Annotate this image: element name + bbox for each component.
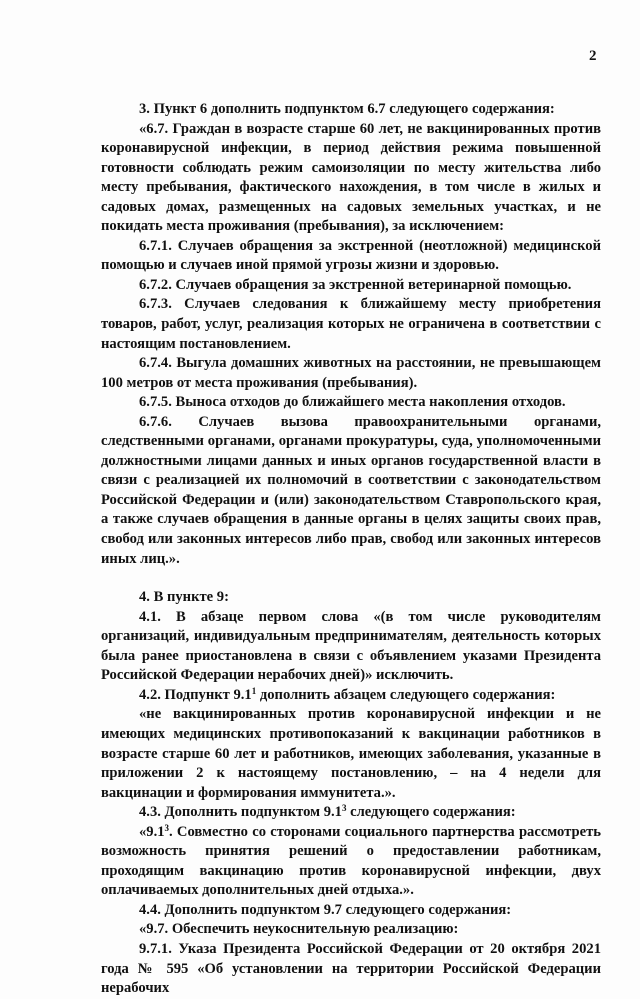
paragraph-4-1: 4.1. В абзаце первом слова «(в том числе руководителям организаций, индивидуальным предпринимателям, деятельность которых была ранее приостановлена в связи с объявлением указами Президента Российской Федерации нерабочих дней)» исключить. — [101, 608, 601, 684]
paragraph-6-7-6: 6.7.6. Случаев вызова правоохранительными органами, следственными органами, органами прокуратуры, суда, уполномоченными должностными лицами данных и иных органов государственной власти в связи с реализацией их полномочий в соответствии с законодательством Российской Федерации и (или) законодательством Ставропольского края, а также случаев обращения в данные органы в целях защиты своих прав, свобод или законных интересов либо прав, свобод или законных интересов иных лиц.». — [101, 413, 601, 567]
paragraph-4-4: 4.4. Дополнить подпунктом 9.7 следующего содержания: — [139, 901, 512, 918]
paragraph-4-3-text-b: следующего содержания: — [346, 804, 516, 821]
paragraph-6-7-5: 6.7.5. Выноса отходов до ближайшего места накопления отходов. — [139, 394, 566, 411]
superscript: 1 — [251, 685, 257, 696]
paragraph-4-2 — [101, 686, 601, 706]
paragraph-6-7: «6.7. Граждан в возрасте старше 60 лет, не вакцинированных против коронавирусной инфекции, в период действия режима повышенной готовности соблюдать режим самоизоляции по месту жительства либо месту пребывания, фактического нахождения, в том числе в жилых и садовых домах, размещенных на садовых земельных участках, и не покидать места проживания (пребывания), за исключением: — [101, 120, 601, 235]
paragraph-4-2-text-a: 4.2. Подпункт 9.1 — [139, 686, 252, 703]
paragraph-item-3: 3. Пункт 6 дополнить подпунктом 6.7 следующего содержания: — [139, 101, 555, 117]
paragraph-6-7-4: 6.7.4. Выгула домашних животных на расстоянии, не превышающем 100 метров от места проживания (пребывания). — [101, 355, 601, 391]
paragraph-4-2-quote: «не вакцинированных против коронавирусной инфекции и не имеющих медицинских противопоказаний к вакцинации работников в возрасте старше 60 лет и работников, имеющих заболевания, указанные в приложении 2 к настоящему постановлению, – на 4 недели для вакцинации и формирования иммунитета.». — [101, 706, 601, 801]
paragraph-spacer — [101, 569, 601, 588]
paragraph-4-2-text-b: дополнить абзацем следующего содержания: — [256, 686, 556, 703]
paragraph-9-1-3 — [101, 823, 601, 901]
paragraph-6-7-1: 6.7.1. Случаев обращения за экстренной (неотложной) медицинской помощью и случаев иной прямой угрозы жизни и здоровью. — [101, 237, 601, 274]
paragraph-4-3 — [101, 803, 601, 823]
paragraph-9-7-1: 9.7.1. Указа Президента Российской Федерации от 20 октября 2021 года № 595 «Об установлении на территории Российской Федерации нерабочих — [101, 940, 601, 997]
paragraph-9-7: «9.7. Обеспечить неукоснительную реализацию: — [139, 921, 459, 938]
page-number: 2 — [589, 48, 597, 64]
paragraph-4-3-text-a: 4.3. Дополнить подпунктом 9.1 — [139, 804, 342, 821]
paragraph-9-1-3-text-b: . Совместно со сторонами социального партнерства рассмотреть возможность принятия решений о предоставлении работникам, проходящим вакцинацию против коронавирусной инфекции, двух оплачиваемых дополнительных дней отдыха.». — [101, 823, 601, 899]
superscript: 3 — [164, 822, 170, 833]
document-body — [101, 100, 601, 999]
superscript: 3 — [341, 803, 347, 814]
paragraph-6-7-2: 6.7.2. Случаев обращения за экстренной ветеринарной помощью. — [139, 276, 572, 293]
paragraph-item-4: 4. В пункте 9: — [139, 589, 229, 606]
paragraph-9-1-3-text-a: «9.1 — [139, 823, 165, 840]
paragraph-6-7-3: 6.7.3. Случаев следования к ближайшему месту приобретения товаров, работ, услуг, реализация которых не ограничена в соответствии с настоящим постановлением. — [101, 296, 601, 352]
